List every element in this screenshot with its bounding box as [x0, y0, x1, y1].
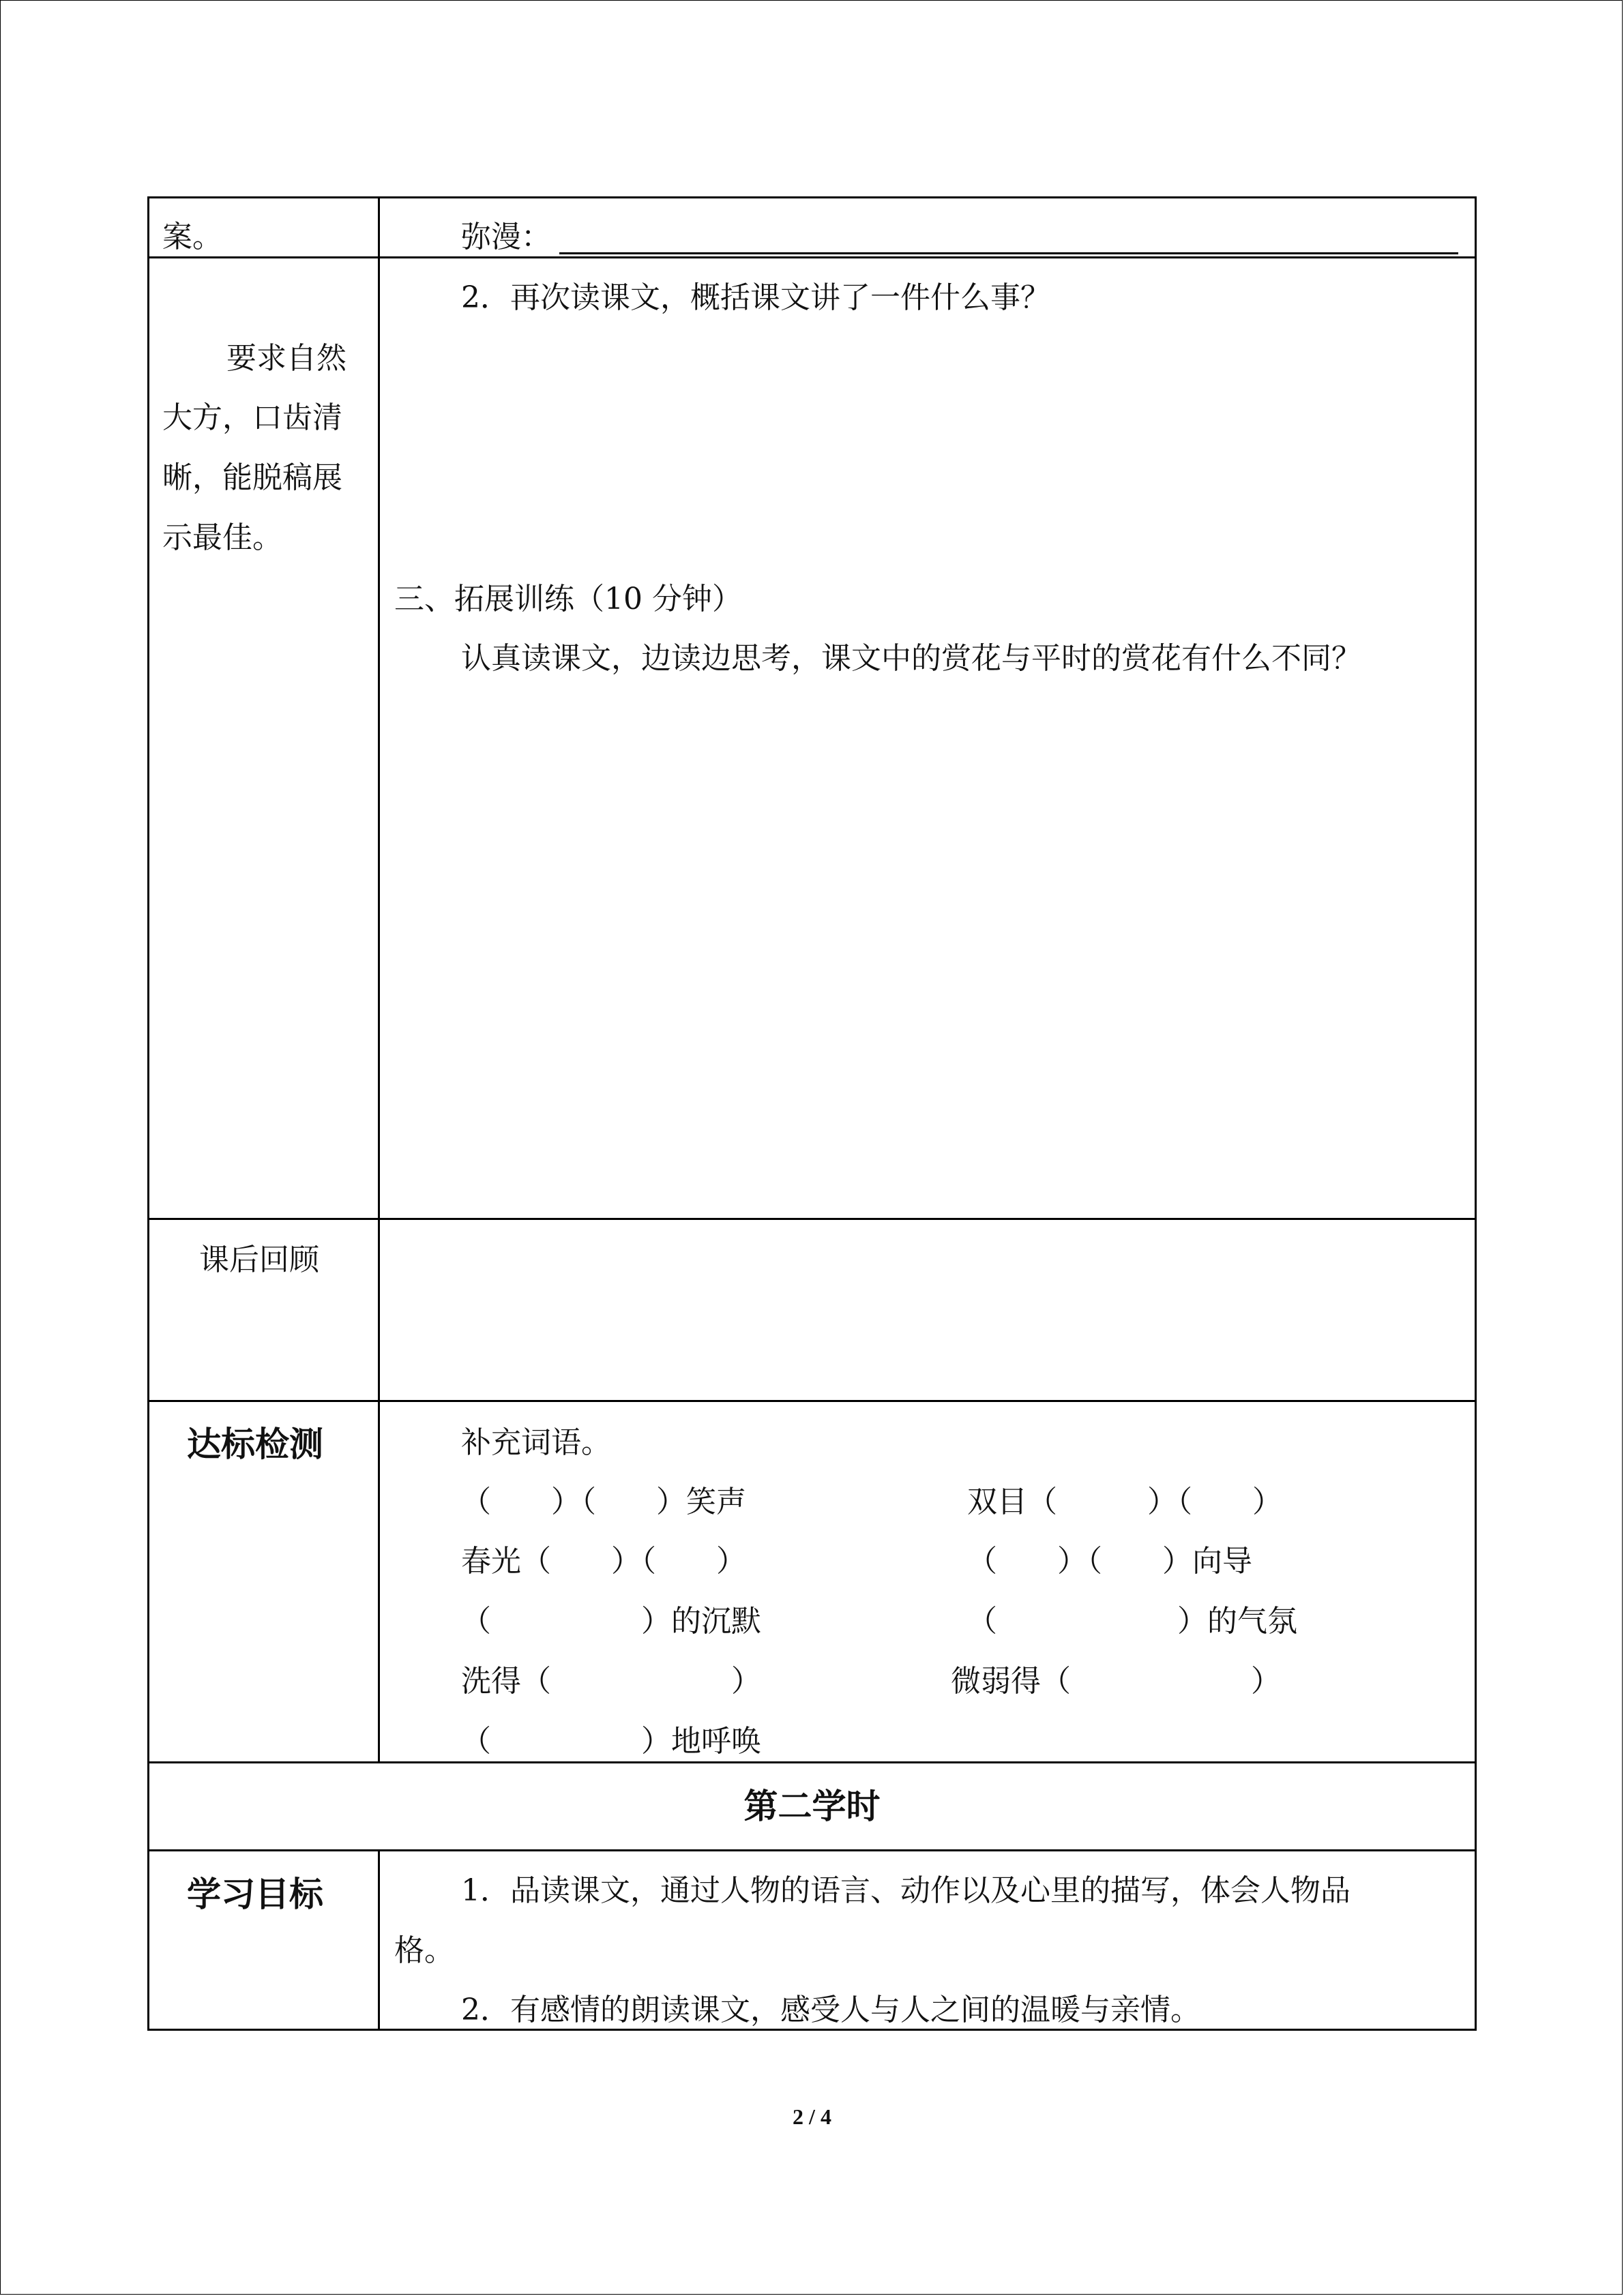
column-divider [378, 196, 380, 1762]
fill-blank-item: 春光（ ）（ ） [461, 1544, 746, 1579]
table-border-left [147, 196, 149, 2031]
section-3-prompt: 认真读课文，边读边思考，课文中的赏花与平时的赏花有什么不同？ [461, 641, 1361, 676]
column-divider [378, 1849, 380, 2031]
fill-blank-item: 洗得（ ） [461, 1664, 761, 1699]
goals-label: 学习目标 [187, 1875, 323, 1914]
requirement-line: 大方，口齿清 [162, 400, 342, 435]
fill-blank-item: （ ）（ ）笑声 [461, 1485, 746, 1519]
mist-label: 弥漫： [461, 220, 551, 254]
row-divider [147, 1400, 1477, 1402]
fill-blank-item: （ ）的沉默 [461, 1604, 761, 1639]
row-divider [147, 1849, 1477, 1851]
question-2: 2．再次读课文，概括课文讲了一件什么事？ [461, 280, 1050, 315]
goal-1-continued: 格。 [394, 1933, 454, 1968]
fill-blank-item: （ ）地呼唤 [461, 1724, 761, 1759]
row-divider [147, 1218, 1477, 1220]
section-3-title: 三、拓展训练（10 分钟） [394, 582, 742, 616]
fill-blank-item: 双目（ ）（ ） [967, 1485, 1282, 1519]
table-border-right [1475, 196, 1477, 2031]
requirement-line: 示最佳。 [162, 520, 282, 555]
requirement-line: 要求自然 [226, 341, 346, 376]
table-border-top [147, 196, 1477, 198]
fill-blank-item: （ ）（ ）向导 [967, 1544, 1252, 1579]
row-divider [147, 1761, 1477, 1763]
fill-blank-item: 微弱得（ ） [951, 1664, 1281, 1699]
answer-underline [559, 252, 1458, 254]
table-border-bottom [147, 2029, 1477, 2031]
page-number: 2 / 4 [793, 2104, 831, 2129]
lesson-2-title: 第二学时 [743, 1787, 881, 1826]
test-label: 达标检测 [187, 1425, 323, 1464]
requirement-line: 晰，能脱稿展 [162, 460, 342, 495]
fill-blank-item: （ ）的气氛 [967, 1604, 1297, 1639]
goal-2: 2．有感情的朗读课文，感受人与人之间的温暖与亲情。 [461, 1993, 1200, 2027]
review-label: 课后回顾 [199, 1242, 319, 1277]
lesson-table [147, 196, 1477, 2031]
top-left-text: 案。 [162, 220, 222, 254]
test-intro: 补充词语。 [461, 1425, 611, 1460]
row-divider [147, 256, 1477, 258]
goal-1: 1．品读课文，通过人物的语言、动作以及心里的描写，体会人物品 [461, 1873, 1350, 1908]
